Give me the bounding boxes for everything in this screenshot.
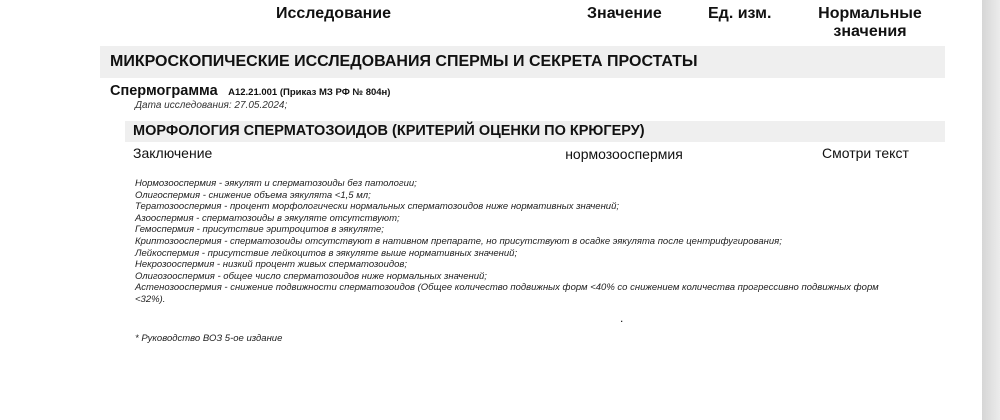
test-name: Спермограмма	[110, 83, 218, 99]
result-label: Заключение	[133, 145, 213, 161]
subsection-band	[125, 121, 945, 142]
section-band	[100, 46, 945, 78]
column-header-unit: Ед. изм.	[708, 5, 772, 22]
definition-item: Лейкоспермия - присутствие лейкоцитов в эякуляте выше нормативных значений;	[135, 247, 518, 259]
column-header-norm-line2: значения	[833, 23, 907, 40]
column-header-norm	[810, 5, 930, 41]
definition-item: Гемоспермия - присутствие эритроцитов в эякуляте;	[135, 224, 384, 236]
result-norm: Смотри текст	[822, 145, 909, 161]
test-code: A12.21.001 (Приказ МЗ РФ № 804н)	[228, 87, 391, 98]
test-title	[110, 82, 390, 100]
definition-item: Олигозооспермия - общее число сперматозоидов ниже нормальных значений;	[135, 270, 487, 282]
definition-item: Азооспермия - сперматозоиды в эякуляте отсутствуют;	[135, 212, 400, 224]
column-header-value: Значение	[587, 5, 662, 22]
stray-dot: .	[620, 311, 624, 325]
result-value: нормозооспермия	[565, 146, 683, 162]
definition-item: Криптозооспермия - сперматозоиды отсутствуют в нативном препарате, но присутствуют в осадке эякулята после центрифугирования;	[135, 235, 782, 247]
test-date: Дата исследования: 27.05.2024;	[135, 100, 288, 111]
definition-item: Нормозооспермия - эякулят и сперматозоиды без патологии;	[135, 178, 417, 189]
column-header-norm-line1: Нормальные	[818, 5, 922, 22]
subsection-title: МОРФОЛОГИЯ СПЕРМАТОЗОИДОВ (КРИТЕРИЙ ОЦЕНКИ ПО КРЮГЕРУ)	[133, 123, 645, 139]
definition-item: Олигоспермия - снижение объема эякулята <1,5 мл;	[135, 189, 371, 201]
definitions-list	[135, 178, 905, 306]
definition-item: Тератозооспермия - процент морфологически нормальных сперматозоидов ниже нормативных значений;	[135, 201, 620, 213]
footnote: * Руководство ВОЗ 5-ое издание	[135, 333, 283, 344]
definition-item: Некрозооспермия - низкий процент живых сперматозоидов;	[135, 259, 408, 271]
column-header-study: Исследование	[276, 5, 391, 22]
section-title: МИКРОСКОПИЧЕСКИЕ ИССЛЕДОВАНИЯ СПЕРМЫ И СЕКРЕТА ПРОСТАТЫ	[110, 53, 698, 70]
definition-item: Астенозооспермия - снижение подвижности сперматозоидов (Общее количество подвижных форм <40% со снижением количества прогрессивно подвижных форм <32%).	[135, 282, 879, 305]
page-edge-shadow	[982, 0, 1000, 420]
